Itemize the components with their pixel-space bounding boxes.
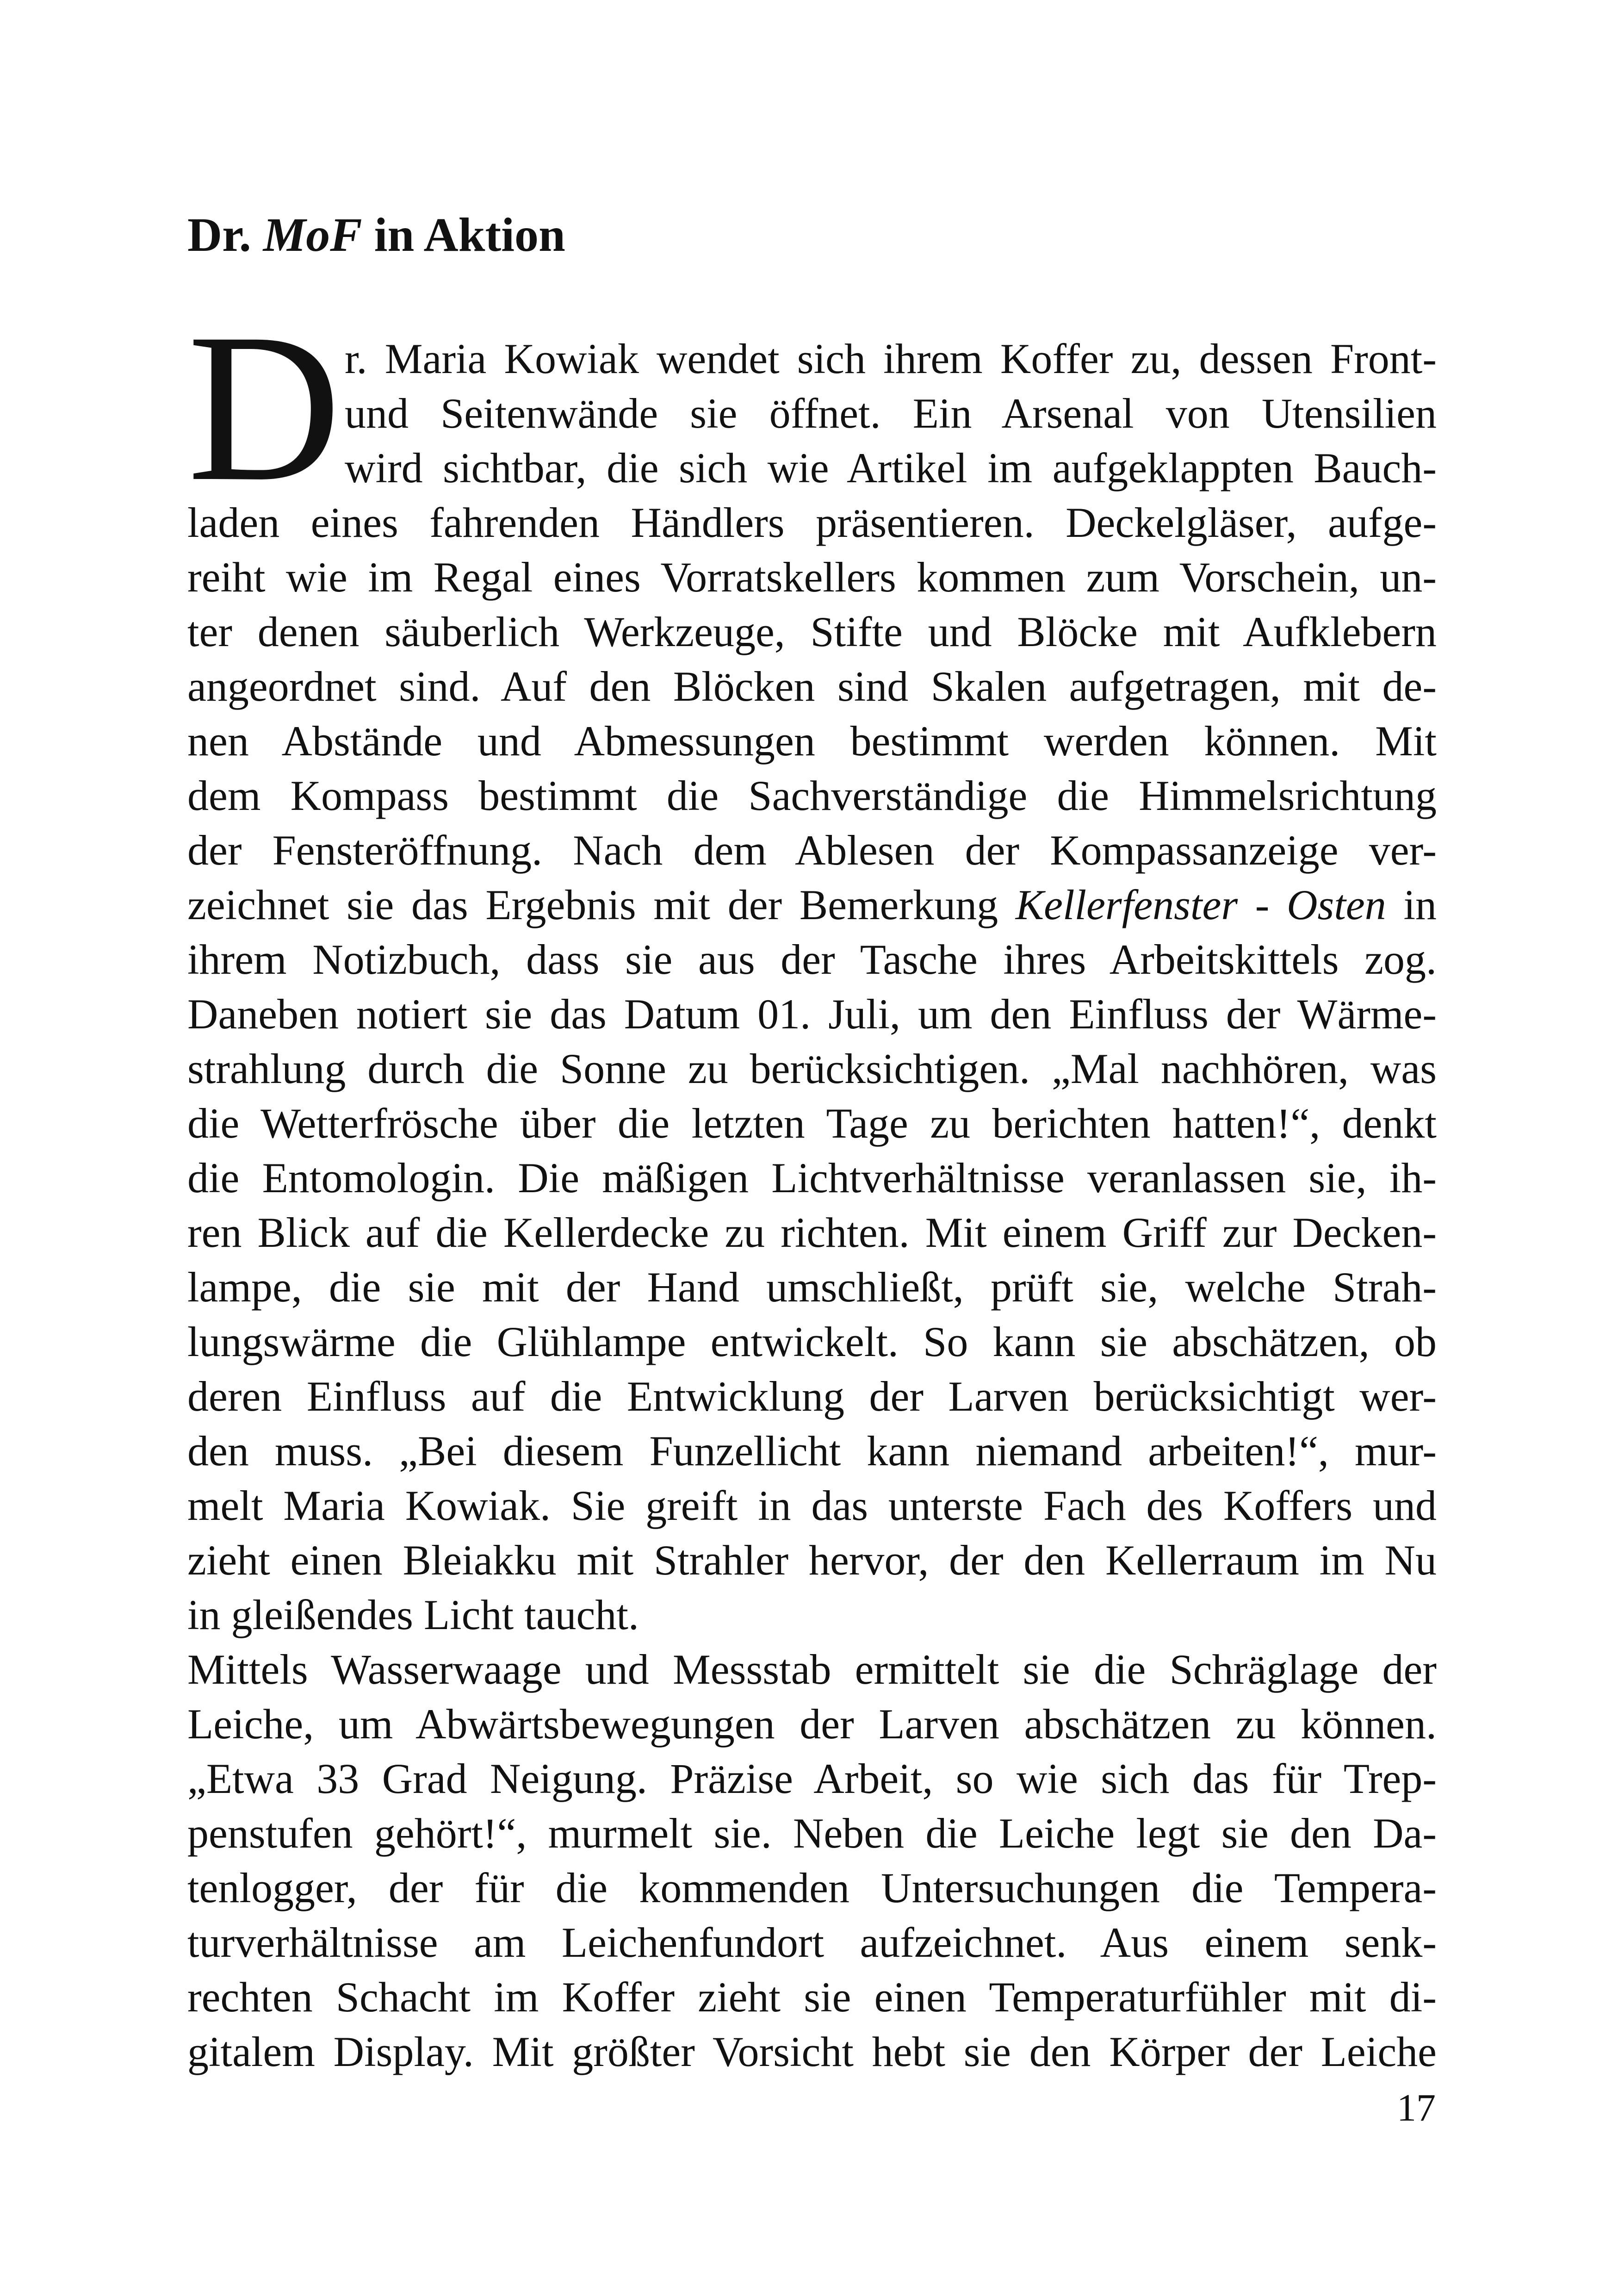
- text-segment: ihrem Notizbuch, dass sie aus der Tasche ihres Arbeitskittels zog.: [187, 936, 1437, 983]
- text-line: [187, 1206, 1437, 1260]
- text-segment: dem Kompass bestimmt die Sachverständige die Himmelsrichtung: [187, 772, 1437, 819]
- text-line: [345, 386, 1437, 441]
- text-line: [187, 1752, 1437, 1806]
- text-segment: in gleißendes Licht taucht.: [187, 1591, 639, 1638]
- text-segment: Daneben notiert sie das Datum 01. Juli, um den Einfluss der Wärme-: [187, 990, 1437, 1038]
- text-line: [345, 332, 1437, 386]
- text-line: [187, 1151, 1437, 1205]
- text-segment: die Wetterfrösche über die letzten Tage zu berichten hatten!“, denkt: [187, 1100, 1437, 1147]
- chapter-heading: [187, 207, 565, 263]
- text-segment: zieht einen Bleiakku mit Strahler hervor, der den Kellerraum im Nu: [187, 1537, 1437, 1584]
- text-line: [187, 1533, 1437, 1587]
- text-segment: ter denen säuberlich Werkzeuge, Stifte und Blöcke mit Aufklebern: [187, 608, 1437, 655]
- text-line: [187, 1806, 1437, 1860]
- text-line: [187, 660, 1437, 714]
- text-line: [187, 878, 1437, 932]
- text-segment: der Fensteröffnung. Nach dem Ablesen der Kompassanzeige ver-: [187, 827, 1437, 874]
- text-line: [345, 441, 1437, 495]
- text-segment: und Seitenwände sie öffnet. Ein Arsenal von Utensilien: [345, 390, 1437, 437]
- text-line: [187, 605, 1437, 659]
- text-line: [187, 1260, 1437, 1314]
- text-segment: turverhältnisse am Leichenfundort aufzeichnet. Aus einem senk-: [187, 1919, 1437, 1966]
- text-segment: tenlogger, der für die kommenden Untersuchungen die Tempera-: [187, 1864, 1437, 1911]
- text-segment: reiht wie im Regal eines Vorratskellers kommen zum Vorschein, un-: [187, 554, 1437, 601]
- text-segment: deren Einfluss auf die Entwicklung der Larven berücksichtigt wer-: [187, 1373, 1437, 1420]
- text-segment: penstufen gehört!“, murmelt sie. Neben die Leiche legt sie den Da-: [187, 1810, 1437, 1857]
- text-line: [187, 1096, 1437, 1151]
- text-line: [187, 1042, 1437, 1096]
- page-number: 17: [1397, 2086, 1436, 2129]
- text-line: [187, 1643, 1437, 1697]
- text-segment: zeichnet sie das Ergebnis mit der Bemerkung: [187, 881, 1016, 928]
- text-line: [187, 714, 1437, 768]
- text-segment: wird sichtbar, die sich wie Artikel im aufgeklappten Bauch-: [345, 444, 1437, 492]
- text-segment: laden eines fahrenden Händlers präsentieren. Deckelgläser, aufge-: [187, 499, 1437, 546]
- drop-cap-initial: D: [187, 289, 341, 525]
- text-line: [187, 1315, 1437, 1369]
- text-line: [187, 2025, 1437, 2079]
- text-line: [187, 550, 1437, 604]
- text-segment: strahlung durch die Sonne zu berücksichtigen. „Mal nachhören, was: [187, 1045, 1437, 1092]
- text-segment: lampe, die sie mit der Hand umschließt, prüft sie, welche Strah-: [187, 1263, 1437, 1311]
- text-segment: ren Blick auf die Kellerdecke zu richten. Mit einem Griff zur Decken-: [187, 1209, 1437, 1256]
- text-line: [187, 1916, 1437, 1970]
- text-line: [187, 769, 1437, 823]
- text-line: [187, 987, 1437, 1041]
- chapter-heading-prefix: Dr.: [187, 208, 263, 261]
- text-segment: angeordnet sind. Auf den Blöcken sind Skalen aufgetragen, mit de-: [187, 663, 1437, 710]
- text-segment: gitalem Display. Mit größter Vorsicht hebt sie den Körper der Leiche: [187, 2028, 1437, 2075]
- text-segment: Leiche, um Abwärtsbewegungen der Larven abschätzen zu können.: [187, 1700, 1437, 1748]
- chapter-heading-italic: MoF: [263, 208, 362, 261]
- text-line: [187, 1588, 1437, 1642]
- chapter-heading-suffix: in Aktion: [362, 208, 565, 261]
- text-line: [187, 1424, 1437, 1478]
- text-line: [187, 1861, 1437, 1915]
- text-segment: melt Maria Kowiak. Sie greift in das unterste Fach des Koffers und: [187, 1482, 1437, 1529]
- text-segment: „Etwa 33 Grad Neigung. Präzise Arbeit, so wie sich das für Trep-: [187, 1755, 1437, 1802]
- text-line: [187, 1369, 1437, 1424]
- text-line: [187, 1479, 1437, 1533]
- text-segment: rechten Schacht im Koffer zieht sie einen Temperaturfühler mit di-: [187, 1973, 1437, 2021]
- text-line: [187, 933, 1437, 987]
- text-segment: nen Abstände und Abmessungen bestimmt werden können. Mit: [187, 717, 1437, 765]
- text-line: [187, 823, 1437, 877]
- text-line: [187, 496, 1437, 550]
- italic-text-segment: Kellerfenster - Osten: [1015, 881, 1386, 928]
- text-segment: r. Maria Kowiak wendet sich ihrem Koffer zu, dessen Front-: [345, 335, 1437, 382]
- text-segment: den muss. „Bei diesem Funzellicht kann niemand arbeiten!“, mur-: [187, 1427, 1437, 1475]
- text-line: [187, 1697, 1437, 1751]
- text-segment: die Entomologin. Die mäßigen Lichtverhältnisse veranlassen sie, ih-: [187, 1154, 1437, 1201]
- text-line: [187, 1970, 1437, 2024]
- text-segment: Mittels Wasserwaage und Messstab ermittelt sie die Schräglage der: [187, 1646, 1437, 1693]
- text-segment: lungswärme die Glühlampe entwickelt. So kann sie abschätzen, ob: [187, 1318, 1437, 1365]
- text-segment: in: [1386, 881, 1437, 928]
